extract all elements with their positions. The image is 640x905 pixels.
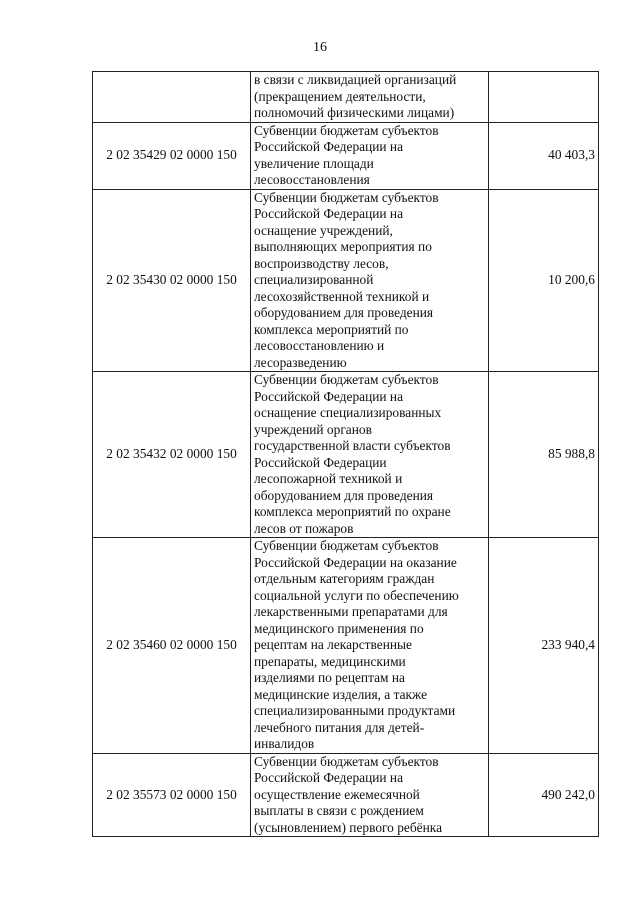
description-text: Субвенции бюджетам субъектов Российской Федерации на осуществление ежемесячной выплаты в связи с рождением (усыновлением) первого ребёнка [254,753,443,835]
budget-code-cell: 2 02 35573 02 0000 150 [93,753,251,837]
table-row [93,372,599,538]
description-text: Субвенции бюджетам субъектов Российской Федерации на оснащение учреждений, выполняющих мероприятия по воспроизводству лесов, специализированной лесохозяйственной техникой и оборудованием для проведения комплекса мероприятий по лесовосстановлению и лесоразведению [254,189,439,370]
description-text: в связи с ликвидацией организаций (прекращением деятельности, полномочий физическими лицами) [254,72,457,120]
description-cell [251,372,489,538]
table-row [93,538,599,754]
amount-cell: 40 403,3 [489,122,599,189]
amount-cell: 85 988,8 [489,372,599,538]
page-number: 16 [313,40,327,55]
budget-code-cell: 2 02 35430 02 0000 150 [93,189,251,372]
table-row [93,753,599,837]
description-text: Субвенции бюджетам субъектов Российской Федерации на оснащение специализированных учреждений органов государственной власти субъектов Российской Федерации лесопожарной техникой и оборудованием для проведения комплекса мероприятий по охране лесов от пожаров [254,372,451,536]
table-row [93,122,599,189]
budget-table [92,71,599,837]
budget-code-cell: 2 02 35432 02 0000 150 [93,372,251,538]
description-cell [251,753,489,837]
description-text: Субвенции бюджетам субъектов Российской Федерации на оказание отдельным категориям граждан социальной услуги по обеспечению лекарственными препаратами для медицинского применения по рецептам на лекарственные препараты, медицинскими изделиями по рецептам на медицинские изделия, а также специализированными продуктами лечебного питания для детей- инвалидов [254,538,459,751]
budget-code-cell: 2 02 35429 02 0000 150 [93,122,251,189]
amount-cell: 233 940,4 [489,538,599,754]
budget-code-cell: 2 02 35460 02 0000 150 [93,538,251,754]
amount-cell [489,72,599,123]
description-cell [251,189,489,372]
table-row [93,189,599,372]
budget-code-cell [93,72,251,123]
table-row [93,72,599,123]
amount-cell: 10 200,6 [489,189,599,372]
description-cell [251,122,489,189]
description-text: Субвенции бюджетам субъектов Российской Федерации на увеличение площади лесовосстановления [254,122,439,187]
amount-cell: 490 242,0 [489,753,599,837]
description-cell [251,538,489,754]
description-cell [251,72,489,123]
